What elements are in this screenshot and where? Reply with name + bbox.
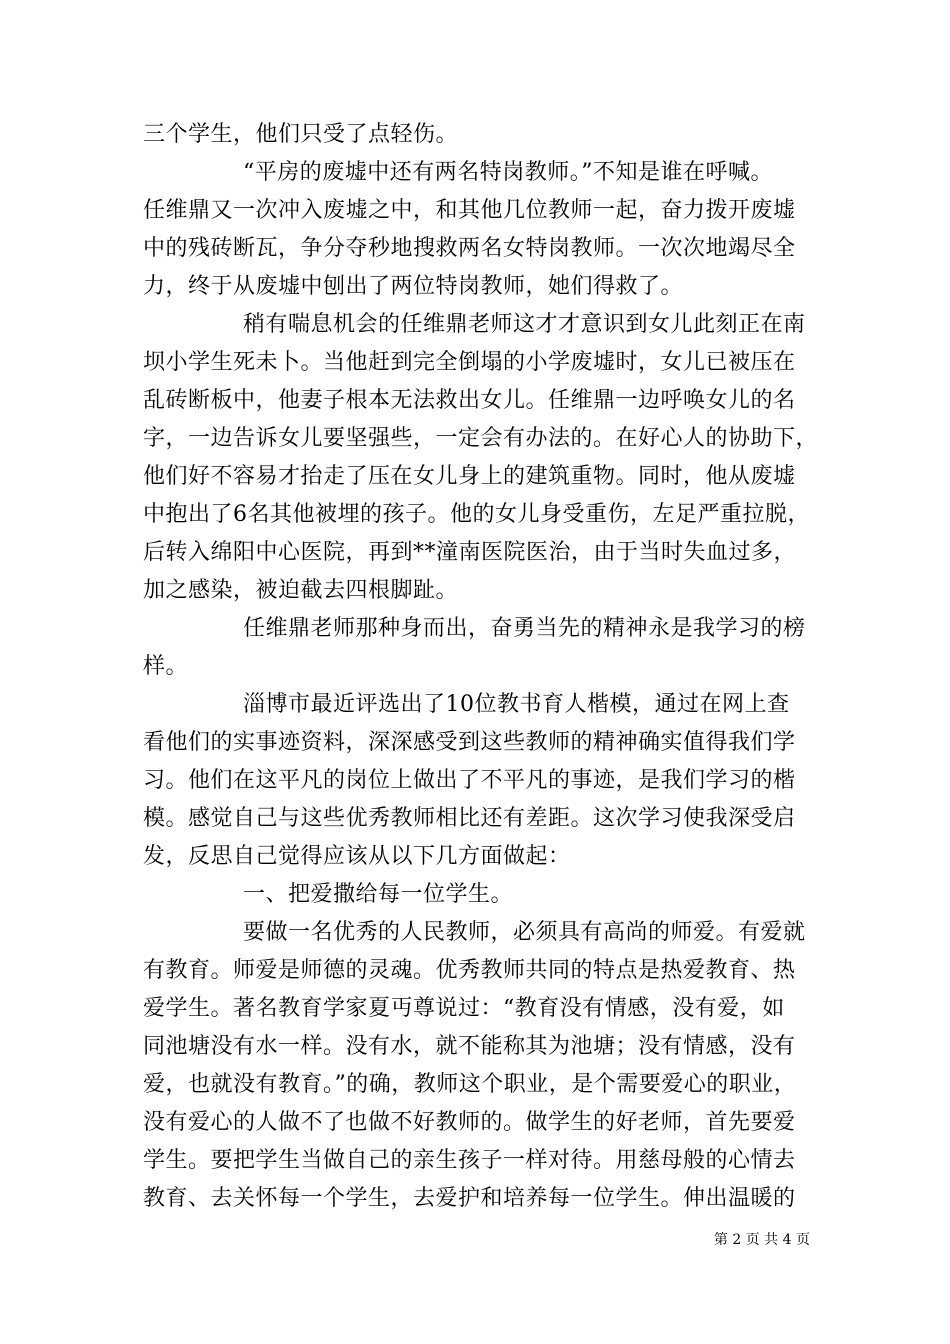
text-line: 后转入绵阳中心医院，再到**潼南医院医治，由于当时失血过多，	[143, 540, 797, 565]
text-line: 学生。要把学生当做自己的亲生孩子一样对待。用慈母般的心情去	[143, 1148, 796, 1173]
text-line: 模。感觉自己与这些优秀教师相比还有差距。这次学习使我深受启	[143, 806, 796, 831]
text-line: 淄博市最近评选出了10位教书育人楷模，通过在网上查	[243, 692, 790, 717]
text-line: 爱学生。著名教育学家夏丏尊说过：“教育没有情感，没有爱，如	[143, 996, 785, 1021]
text-line: 三个学生，他们只受了点轻伤。	[143, 122, 459, 147]
text-line: 力，终于从废墟中刨出了两位特岗教师，她们得救了。	[143, 274, 684, 299]
text-line: 任维鼎老师那种身而出，奋勇当先的精神永是我学习的榜	[243, 616, 806, 641]
text-line: 乱砖断板中，他妻子根本无法救出女儿。任维鼎一边呼唤女儿的名	[143, 388, 796, 413]
text-line: 稍有喘息机会的任维鼎老师这才才意识到女儿此刻正在南	[243, 312, 806, 337]
text-line: 没有爱心的人做不了也做不好教师的。做学生的好老师，首先要爱	[143, 1110, 796, 1135]
text-line: “平房的废墟中还有两名特岗教师。”不知是谁在呼喊。	[243, 160, 773, 185]
text-line: 看他们的实事迹资料，深深感受到这些教师的精神确实值得我们学	[143, 730, 796, 755]
text-line: 同池塘没有水一样。没有水，就不能称其为池塘；没有情感，没有	[143, 1034, 796, 1059]
text-line: 样。	[143, 654, 189, 679]
page-number: 第 2 页 共 4 页	[713, 1232, 810, 1248]
text-line: 发，反思自己觉得应该从以下几方面做起：	[143, 844, 571, 869]
text-line: 任维鼎又一次冲入废墟之中，和其他几位教师一起，奋力拨开废墟	[143, 198, 796, 223]
section-heading: 一、把爱撒给每一位学生。	[243, 882, 514, 907]
text-line: 有教育。师爱是师德的灵魂。优秀教师共同的特点是热爱教育、热	[143, 958, 796, 983]
text-line: 习。他们在这平凡的岗位上做出了不平凡的事迹，是我们学习的楷	[143, 768, 796, 793]
text-line: 加之感染，被迫截去四根脚趾。	[143, 578, 459, 603]
text-line: 他们好不容易才抬走了压在女儿身上的建筑重物。同时，他从废墟	[143, 464, 796, 489]
text-line: 要做一名优秀的人民教师，必须具有高尚的师爱。有爱就	[243, 920, 806, 945]
text-line: 字，一边告诉女儿要坚强些，一定会有办法的。在好心人的协助下，	[143, 426, 819, 451]
text-line: 中的残砖断瓦，争分夺秒地搜救两名女特岗教师。一次次地竭尽全	[143, 236, 796, 261]
text-line: 中抱出了6名其他被埋的孩子。他的女儿身受重伤，左足严重拉脱，	[143, 502, 810, 527]
text-line: 教育、去关怀每一个学生，去爱护和培养每一位学生。伸出温暖的	[143, 1186, 796, 1211]
text-line: 爱，也就没有教育。”的确，教师这个职业，是个需要爱心的职业，	[143, 1072, 797, 1097]
text-line: 坝小学生死未卜。当他赶到完全倒塌的小学废墟时，女儿已被压在	[143, 350, 796, 375]
